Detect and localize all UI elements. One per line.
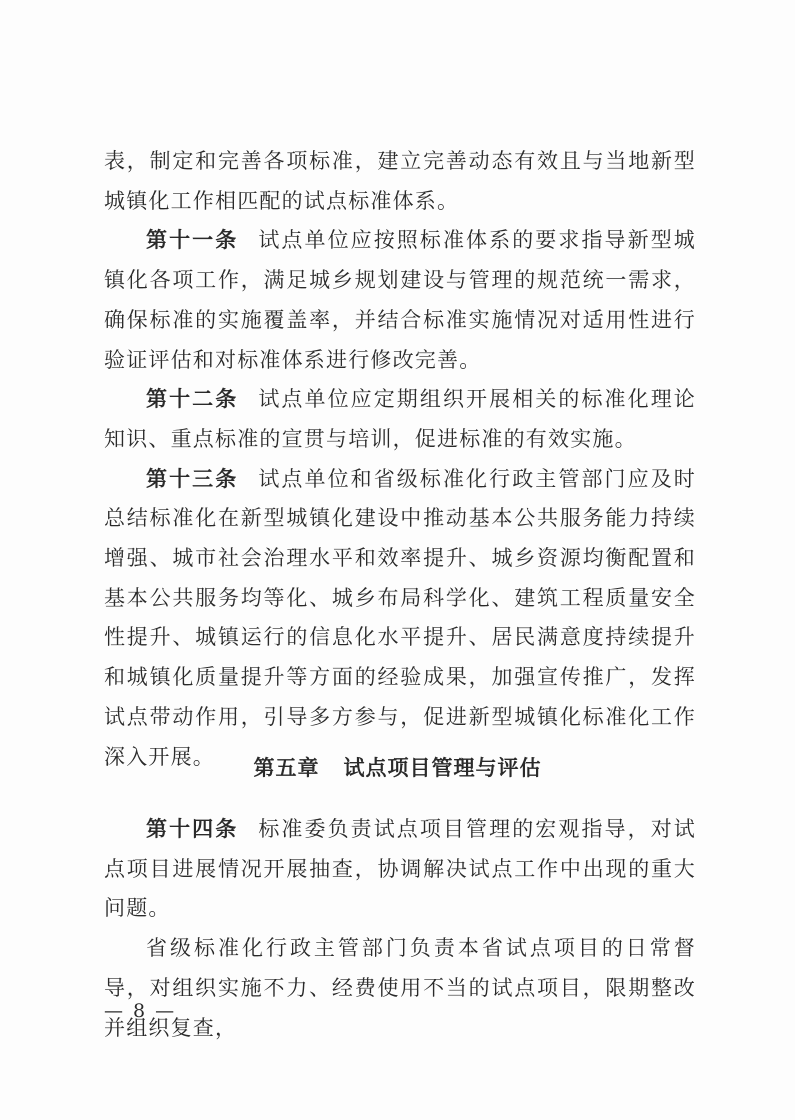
article-number: 第十三条 — [146, 466, 239, 491]
article-number: 第十四条 — [146, 817, 239, 841]
chapter-number: 第五章 — [253, 756, 320, 780]
paragraph-continuation — [104, 142, 696, 221]
article-14 — [104, 810, 696, 929]
chapter-title: 试点项目管理与评估 — [343, 756, 542, 780]
paragraph-text: 试点单位应定期组织开展相关的标准化理论知识、重点标准的宣贯与培训，促进标准的有效实施。 — [104, 387, 696, 451]
paragraph-text: 试点单位和省级标准化行政主管部门应及时总结标准化在新型城镇化建设中推动基本公共服务能力持续增强、城市社会治理水平和效率提升、城乡资源均衡配置和基本公共服务均等化、城乡布局科学化、建筑工程质量安全性提升、城镇运行的信息化水平提升、居民满意度持续提升和城镇化质量提升等方面的经验成果，加强宣传推广，发挥试点带动作用，引导多方参与，促进新型城镇化标准化工作深入开展。 — [104, 466, 696, 769]
body-text-bottom — [104, 810, 696, 1048]
article-number: 第十一条 — [146, 228, 239, 253]
paragraph-text: 省级标准化行政主管部门负责本省试点项目的日常督导，对组织实施不力、经费使用不当的试点项目，限期整改并组织复查， — [104, 936, 696, 1040]
paragraph-text: 试点单位应按照标准体系的要求指导新型城镇化各项工作，满足城乡规划建设与管理的规范统一需求，确保标准的实施覆盖率，并结合标准实施情况对适用性进行验证评估和对标准体系进行修改完善。 — [104, 228, 696, 372]
article-12 — [104, 380, 696, 459]
article-13 — [104, 460, 696, 778]
paragraph-text: 表，制定和完善各项标准，建立完善动态有效且与当地新型城镇化工作相匹配的试点标准体系。 — [104, 149, 696, 213]
paragraph-text: 标准委负责试点项目管理的宏观指导，对试点项目进展情况开展抽查，协调解决试点工作中出现的重大问题。 — [104, 817, 696, 921]
paragraph-provincial — [104, 929, 696, 1048]
chapter-heading — [0, 752, 795, 782]
body-text-top — [104, 142, 696, 777]
article-number: 第十二条 — [146, 387, 239, 412]
article-11 — [104, 221, 696, 380]
page-number: — 8 — — [104, 1000, 177, 1022]
